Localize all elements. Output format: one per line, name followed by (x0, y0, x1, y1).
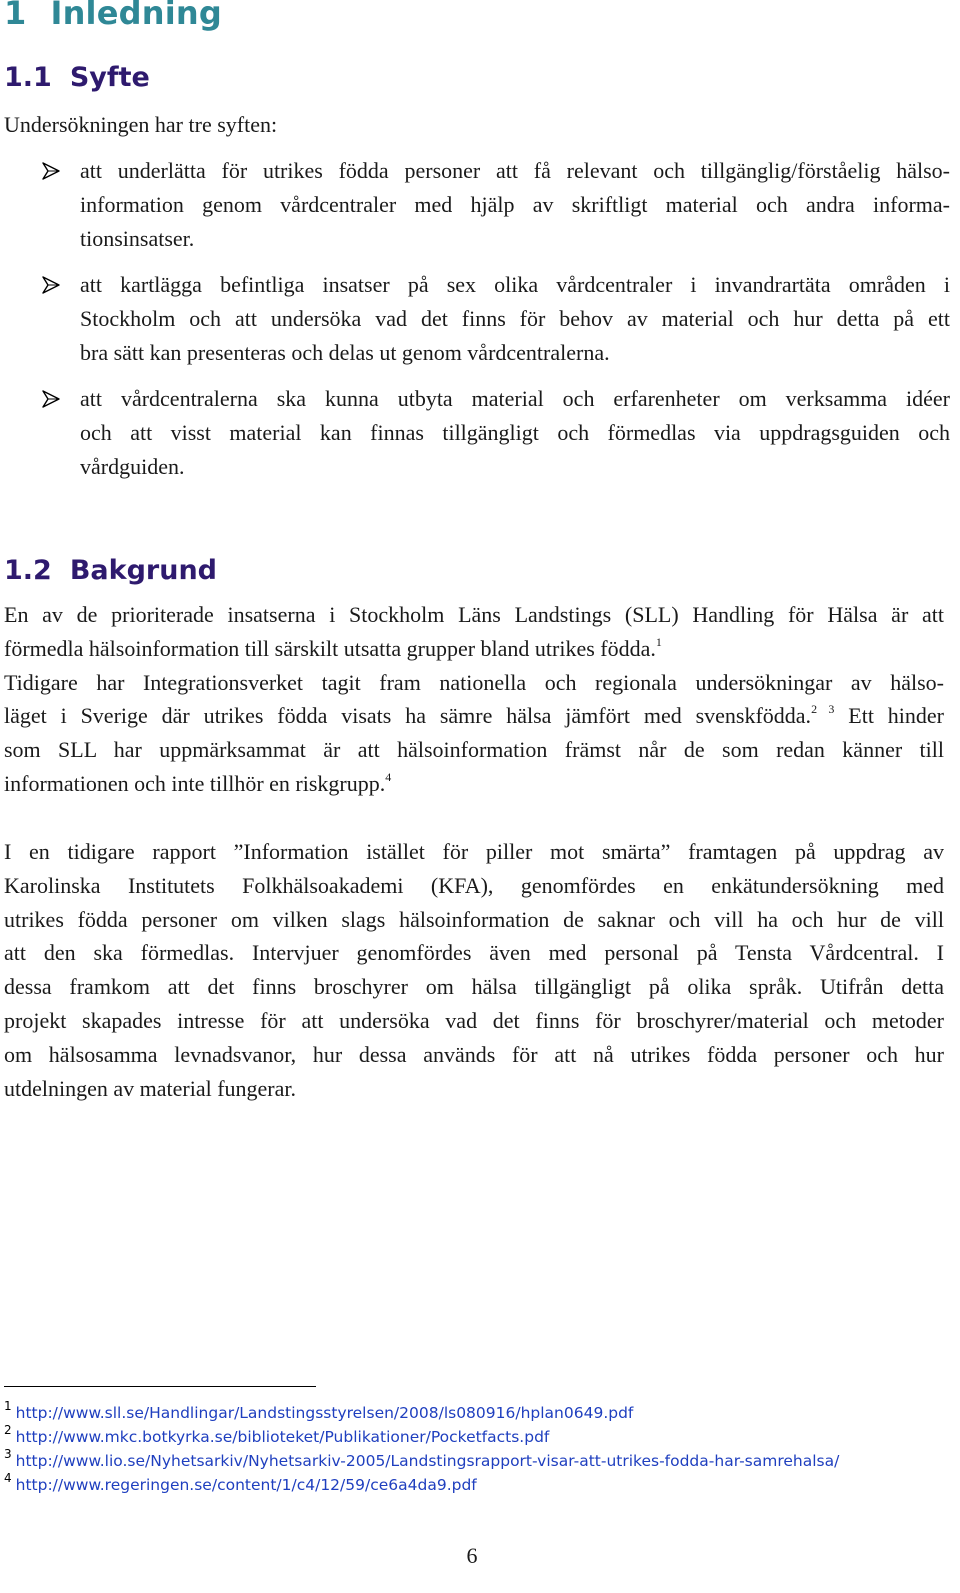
list-item-text: att underlätta för utrikes födda personer att få relevant och tillgänglig/förståelig hälso- information genom vårdcentraler med hjälp av skriftligt material och andra informa- tionsinsatser. (80, 158, 950, 251)
footnote-link[interactable]: http://www.regeringen.se/content/1/c4/12/59/ce6a4da9.pdf (15, 1476, 477, 1494)
section-heading-bakgrund (4, 555, 217, 586)
intro-text: Undersökningen har tre syften: (4, 112, 278, 137)
arrow-bullet-icon (40, 388, 62, 410)
section-number: 1.2 (4, 555, 52, 586)
list-item (40, 154, 950, 256)
footnote-mark: 2 (4, 1423, 12, 1437)
chapter-title: Inledning (50, 0, 222, 32)
footnote-link[interactable]: http://www.sll.se/Handlingar/Landstingsstyrelsen/2008/ls080916/hplan0649.pdf (15, 1404, 634, 1422)
footnote-divider (4, 1386, 316, 1387)
footnote (4, 1471, 477, 1494)
section-title: Syfte (69, 62, 150, 93)
section-number: 1.1 (4, 62, 52, 93)
paragraph-bakgrund-1: En av de prioriterade insatserna i Stockholm Läns Landstings (SLL) Handling för Hälsa är att förmedla hälsoinformation till särskilt utsatta grupper bland utrikes födda.$^1$ Tidigare har Integrationsverket tagit fram nationella och regionala undersökningar av hälso- läget i Sverige där utrikes födda visats ha sämre hälsa jämfört med svenskfödda.$^{2 3}$ Ett hinder som SLL har uppmärksammat är att hälsoinformation främst når de som redan känner till informationen och inte tillhör en riskgrupp.$^4$ (4, 602, 944, 796)
footnote-mark: 3 (4, 1447, 12, 1461)
arrow-bullet-icon (40, 274, 62, 296)
footnote-ref[interactable]: 1 (655, 634, 662, 649)
section-title: Bakgrund (69, 555, 218, 586)
footnote-link[interactable]: http://www.mkc.botkyrka.se/biblioteket/Publikationer/Pocketfacts.pdf (15, 1428, 550, 1446)
list-item (40, 268, 950, 370)
arrow-bullet-icon (40, 160, 62, 182)
section-heading-syfte (4, 62, 150, 93)
list-item (40, 382, 950, 484)
chapter-number: 1 (4, 0, 27, 32)
footnote (4, 1447, 839, 1470)
chapter-heading (4, 0, 222, 32)
footnote-link[interactable]: http://www.lio.se/Nyhetsarkiv/Nyhetsarkiv-2005/Landstingsrapport-visar-att-utrikes-fodda-har-samrehalsa/ (15, 1452, 840, 1470)
list-item-text: att kartlägga befintliga insatser på sex olika vårdcentraler i invandrartäta områden i Stockholm och att undersöka vad det finns för behov av material och hur detta på ett bra sätt kan presenteras och delas ut genom vårdcentralerna. (80, 272, 950, 365)
footnote (4, 1423, 549, 1446)
page-number: 6 (466, 1543, 478, 1568)
list-item-text: att vårdcentralerna ska kunna utbyta material och erfarenheter om verksamma idéer och att visst material kan finnas tillgängligt och förmedlas via uppdragsguiden och vårdguiden. (80, 386, 950, 479)
footnote (4, 1399, 633, 1422)
footnote-ref[interactable]: 4 (385, 769, 392, 784)
footnote-mark: 1 (4, 1399, 12, 1413)
paragraph-bakgrund-2: I en tidigare rapport ”Information istället för piller mot smärta” framtagen på uppdrag av Karolinska Institutets Folkhälsoakademi (KFA), genomfördes en enkätundersökning med utrikes födda personer om vilken slags hälsoinformation de saknar och vill ha och hur de vill att den ska förmedlas. Intervjuer genomfördes även med personal på Tensta Vårdcentral. I dessa framkom att det finns broschyrer om hälsa tillgängligt på olika språk. Utifrån detta projekt skapades intresse för att undersöka vad det finns för broschyrer/material och metoder om hälsosamma levnadsvanor, hur dessa används för att nå utrikes födda personer och hur utdelningen av material fungerar. (4, 839, 944, 1101)
footnote-ref[interactable]: 2 3 (811, 702, 835, 717)
footnote-mark: 4 (4, 1471, 12, 1485)
